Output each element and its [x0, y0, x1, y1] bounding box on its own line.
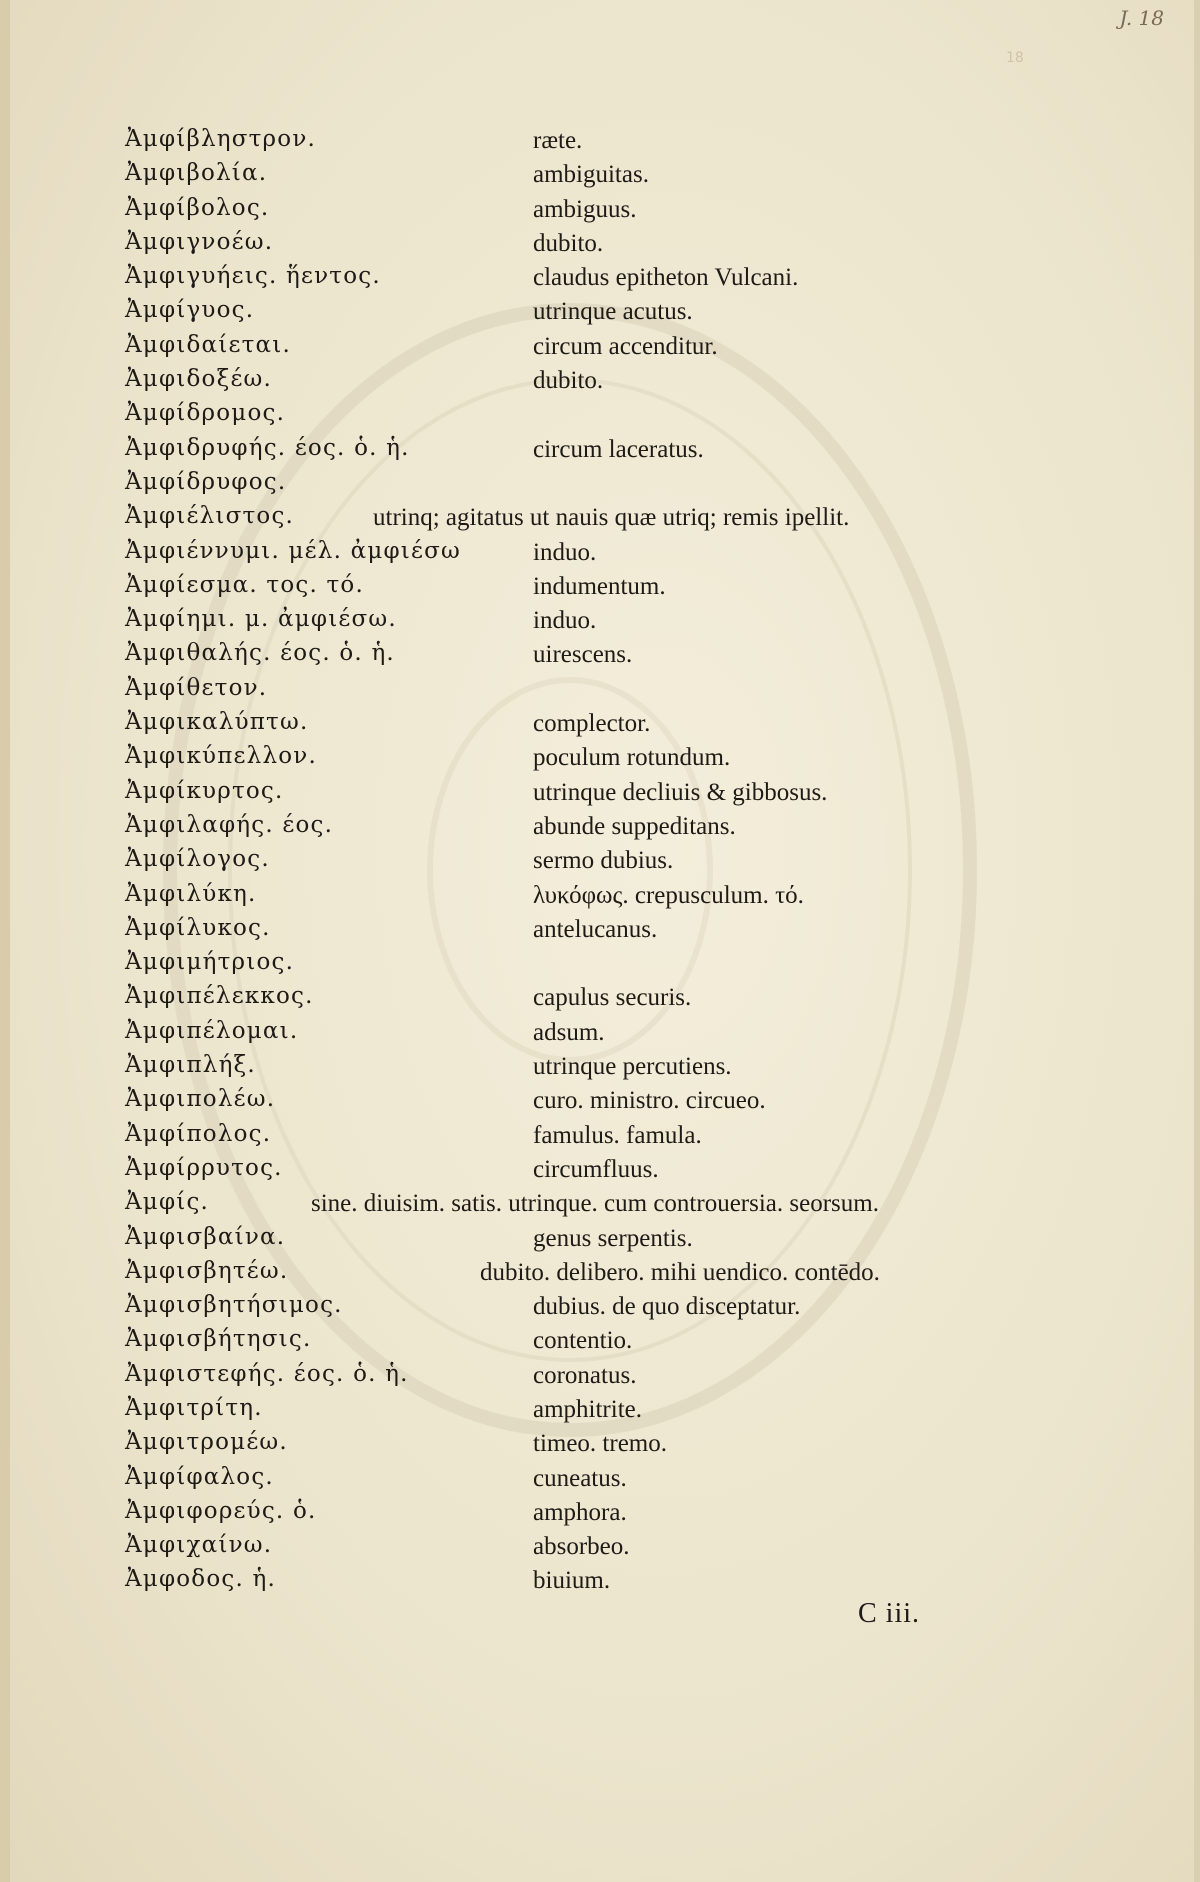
latin-gloss: circumfluus. [533, 1155, 659, 1183]
latin-gloss: dubito. [533, 367, 604, 395]
greek-headword: Ἀμφισβαίνα. [125, 1223, 286, 1250]
dictionary-entry [125, 1153, 955, 1187]
dictionary-entry [125, 227, 955, 261]
latin-gloss: absorbeo. [533, 1533, 630, 1561]
latin-gloss: uirescens. [533, 641, 633, 669]
dictionary-entry [125, 433, 955, 467]
greek-headword: Ἀμφίρρυτος. [125, 1154, 283, 1181]
dictionary-entry [125, 776, 955, 810]
latin-gloss: utrinque percutiens. [533, 1053, 732, 1081]
dictionary-entry [125, 1016, 955, 1050]
latin-gloss: ræte. [533, 127, 583, 154]
greek-headword: Ἀμφίεσμα. τος. τό. [125, 571, 364, 598]
greek-headword: Ἀμφισβήτησις. [125, 1326, 312, 1353]
dictionary-entry [125, 981, 955, 1015]
latin-gloss: ambiguus. [533, 195, 637, 223]
greek-headword: Ἀμφιτρομέω. [125, 1429, 288, 1456]
latin-gloss: dubito. delibero. mihi uendico. contēdo. [480, 1258, 880, 1286]
greek-headword: Ἀμφίβολος. [125, 194, 270, 221]
dictionary-entry [125, 707, 955, 741]
latin-gloss: capulus securis. [533, 984, 692, 1012]
greek-headword: Ἀμφιπλήξ. [125, 1052, 256, 1079]
dictionary-entry [125, 604, 955, 638]
greek-headword: Ἀμφίημι. μ. ἀμφιέσω. [125, 606, 397, 633]
greek-headword: Ἀμφιλύκη. [125, 880, 257, 907]
dictionary-entry [125, 673, 955, 707]
dictionary-entry [125, 638, 955, 672]
greek-headword: Ἀμφιβολία. [125, 160, 268, 187]
greek-headword: Ἀμφίλογος. [125, 846, 270, 873]
dictionary-entry [125, 844, 955, 878]
dictionary-entry [125, 1530, 955, 1564]
greek-headword: Ἀμφιέλιστος. [125, 503, 295, 530]
dictionary-entry [125, 741, 955, 775]
latin-gloss: antelucanus. [533, 915, 658, 943]
dictionary-entry [125, 879, 955, 913]
dictionary-entry [125, 947, 955, 981]
dictionary-entry [125, 1324, 955, 1358]
latin-gloss: biuium. [533, 1567, 611, 1595]
greek-headword: Ἀμφιστεφής. έος. ὁ. ἡ. [125, 1360, 409, 1387]
latin-gloss: induo. [533, 538, 597, 566]
dictionary-entry [125, 1564, 955, 1598]
dictionary-entry [125, 124, 955, 158]
latin-gloss: famulus. famula. [533, 1121, 702, 1149]
greek-headword: Ἀμφίκυρτος. [125, 777, 284, 804]
dictionary-entry [125, 467, 955, 501]
latin-gloss: induo. [533, 607, 597, 635]
latin-gloss: utrinq; agitatus ut nauis quæ utriq; remis ipellit. [373, 504, 850, 532]
greek-headword: Ἀμφίπολος. [125, 1120, 272, 1147]
greek-headword: Ἀμφικύπελλον. [125, 743, 317, 770]
dictionary-entry [125, 913, 955, 947]
latin-gloss: complector. [533, 710, 651, 738]
latin-gloss: amphora. [533, 1498, 627, 1526]
dictionary-entry [125, 570, 955, 604]
dictionary-entry [125, 364, 955, 398]
greek-headword: Ἀμφιφορεύς. ὁ. [125, 1497, 317, 1524]
greek-headword: Ἀμφικαλύπτω. [125, 709, 309, 736]
dictionary-entry [125, 1462, 955, 1496]
greek-headword: Ἀμφίς. [125, 1189, 210, 1216]
greek-headword: Ἀμφίβληστρον. [125, 126, 317, 152]
greek-headword: Ἀμφιγυήεις. ἥεντος. [125, 263, 381, 290]
signature-mark: C iii. [858, 1598, 921, 1629]
greek-headword: Ἀμφοδος. ἡ. [125, 1566, 276, 1593]
latin-gloss: indumentum. [533, 572, 666, 600]
latin-gloss: amphitrite. [533, 1395, 642, 1423]
folio-mark: J. 18 [1119, 6, 1164, 30]
latin-gloss: genus serpentis. [533, 1224, 693, 1252]
greek-headword: Ἀμφίδρομος. [125, 400, 286, 427]
dictionary-entry [125, 501, 955, 535]
greek-headword: Ἀμφιδαίεται. [125, 331, 291, 358]
latin-gloss: adsum. [533, 1018, 605, 1046]
dictionary-entry [125, 1050, 955, 1084]
dictionary-entries [125, 124, 955, 1599]
dictionary-entry [125, 1256, 955, 1290]
latin-gloss: cuneatus. [533, 1464, 627, 1492]
greek-headword: Ἀμφίθετον. [125, 674, 268, 701]
greek-headword: Ἀμφιπολέω. [125, 1086, 276, 1113]
dictionary-entry [125, 1187, 955, 1221]
latin-gloss: curo. ministro. circueo. [533, 1087, 766, 1115]
greek-headword: Ἀμφιλαφής. έος. [125, 811, 334, 838]
latin-gloss: λυκόφως. crepusculum. τό. [533, 881, 804, 909]
dictionary-entry [125, 1084, 955, 1118]
latin-gloss: contentio. [533, 1327, 633, 1355]
greek-headword: Ἀμφιτρίτη. [125, 1394, 263, 1421]
greek-headword: Ἀμφισβητέω. [125, 1257, 289, 1284]
greek-headword: Ἀμφισβητήσιμος. [125, 1292, 343, 1319]
dictionary-entry [125, 295, 955, 329]
greek-headword: Ἀμφίδρυφος. [125, 468, 287, 495]
greek-headword: Ἀμφιπέλομαι. [125, 1017, 299, 1044]
dictionary-entry [125, 158, 955, 192]
dictionary-entry [125, 1496, 955, 1530]
greek-headword: Ἀμφιδρυφής. έος. ὁ. ἡ. [125, 434, 410, 461]
greek-headword: Ἀμφιγνοέω. [125, 228, 274, 255]
greek-headword: Ἀμφιπέλεκκος. [125, 983, 314, 1010]
greek-headword: Ἀμφιχαίνω. [125, 1532, 273, 1559]
latin-gloss: coronatus. [533, 1361, 637, 1389]
dictionary-entry [125, 1427, 955, 1461]
latin-gloss: sine. diuisim. satis. utrinque. cum controuersia. seorsum. [311, 1190, 879, 1218]
dictionary-entry [125, 193, 955, 227]
latin-gloss: ambiguitas. [533, 161, 649, 189]
dictionary-entry [125, 1222, 955, 1256]
dictionary-entry [125, 1290, 955, 1324]
dictionary-entry [125, 261, 955, 295]
latin-gloss: utrinque decliuis & gibbosus. [533, 778, 828, 806]
latin-gloss: dubito. [533, 229, 604, 257]
greek-headword: Ἀμφιδοξέω. [125, 366, 273, 393]
latin-gloss: timeo. tremo. [533, 1430, 667, 1458]
greek-headword: Ἀμφίλυκος. [125, 914, 271, 941]
greek-headword: Ἀμφιθαλής. έος. ὁ. ἡ. [125, 640, 395, 667]
dictionary-entry [125, 810, 955, 844]
dictionary-entry [125, 1119, 955, 1153]
dictionary-entry [125, 536, 955, 570]
latin-gloss: dubius. de quo disceptatur. [533, 1293, 801, 1321]
pencil-page-number: 18 [1006, 50, 1024, 66]
greek-headword: Ἀμφιμήτριος. [125, 949, 295, 976]
latin-gloss: abunde suppeditans. [533, 812, 736, 840]
latin-gloss: circum laceratus. [533, 435, 704, 463]
latin-gloss: circum accenditur. [533, 332, 718, 360]
latin-gloss: utrinque acutus. [533, 298, 693, 326]
greek-headword: Ἀμφίφαλος. [125, 1463, 274, 1490]
dictionary-entry [125, 330, 955, 364]
dictionary-entry [125, 1359, 955, 1393]
latin-gloss: claudus epitheton Vulcani. [533, 264, 799, 292]
dictionary-entry [125, 398, 955, 432]
greek-headword: Ἀμφίγυος. [125, 297, 255, 324]
greek-headword: Ἀμφιέννυμι. μέλ. ἀμφιέσω [125, 537, 461, 564]
latin-gloss: sermo dubius. [533, 847, 674, 875]
latin-gloss: poculum rotundum. [533, 744, 731, 772]
dictionary-entry [125, 1393, 955, 1427]
